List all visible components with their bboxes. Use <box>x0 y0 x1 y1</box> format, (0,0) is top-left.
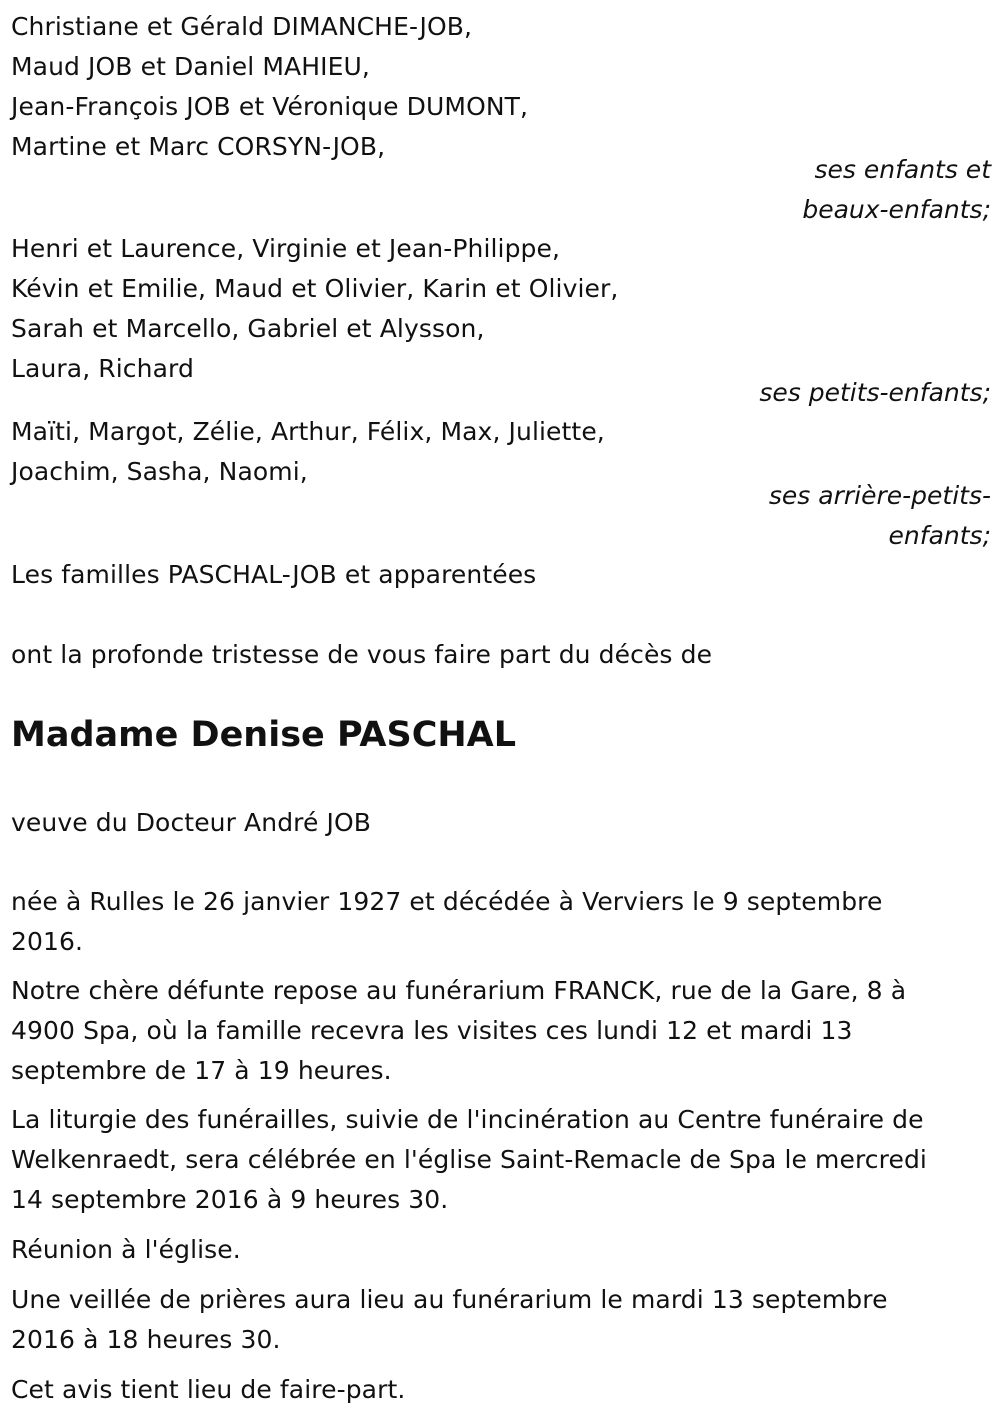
widow-of-text: veuve du Docteur André JOB <box>11 808 372 837</box>
liturgy-text: 14 septembre 2016 à 9 heures 30. <box>11 1185 449 1214</box>
liturgy-text: Welkenraedt, sera célébrée en l'église Saint-Remacle de Spa le mercredi <box>11 1145 927 1174</box>
grandchildren-role-label: ses petits-enfants; <box>759 378 991 407</box>
children-role-label: ses enfants et <box>814 155 991 184</box>
vigil-text: Une veillée de prières aura lieu au funérarium le mardi 13 septembre <box>11 1285 888 1314</box>
grandchildren-line: Kévin et Emilie, Maud et Olivier, Karin et Olivier, <box>11 274 619 303</box>
announcement-text: ont la profonde tristesse de vous faire part du décès de <box>11 640 713 669</box>
children-line: Maud JOB et Daniel MAHIEU, <box>11 52 370 81</box>
great-grandchildren-line: Maïti, Margot, Zélie, Arthur, Félix, Max, Juliette, <box>11 417 605 446</box>
grandchildren-line: Sarah et Marcello, Gabriel et Alysson, <box>11 314 485 343</box>
great-grandchildren-role-label: enfants; <box>888 521 991 550</box>
funeral-home-text: septembre de 17 à 19 heures. <box>11 1056 392 1085</box>
birth-death-text: née à Rulles le 26 janvier 1927 et décédée à Verviers le 9 septembre <box>11 887 883 916</box>
birth-death-text: 2016. <box>11 927 84 956</box>
funeral-home-text: 4900 Spa, où la famille recevra les visites ces lundi 12 et mardi 13 <box>11 1016 853 1045</box>
closing-text: Cet avis tient lieu de faire-part. <box>11 1375 406 1404</box>
children-line: Christiane et Gérald DIMANCHE-JOB, <box>11 12 473 41</box>
liturgy-text: La liturgie des funérailles, suivie de l'incinération au Centre funéraire de <box>11 1105 924 1134</box>
grandchildren-line: Henri et Laurence, Virginie et Jean-Philippe, <box>11 234 561 263</box>
children-line: Jean-François JOB et Véronique DUMONT, <box>11 92 529 121</box>
great-grandchildren-line: Joachim, Sasha, Naomi, <box>11 457 308 486</box>
meeting-text: Réunion à l'église. <box>11 1235 241 1264</box>
funeral-home-text: Notre chère défunte repose au funérarium FRANCK, rue de la Gare, 8 à <box>11 976 907 1005</box>
great-grandchildren-role-label: ses arrière-petits- <box>768 481 991 510</box>
children-role-label: beaux-enfants; <box>802 195 991 224</box>
deceased-name: Madame Denise PASCHAL <box>11 715 517 755</box>
vigil-text: 2016 à 18 heures 30. <box>11 1325 281 1354</box>
children-line: Martine et Marc CORSYN-JOB, <box>11 132 386 161</box>
grandchildren-line: Laura, Richard <box>11 354 194 383</box>
families-line: Les familles PASCHAL-JOB et apparentées <box>11 560 537 589</box>
